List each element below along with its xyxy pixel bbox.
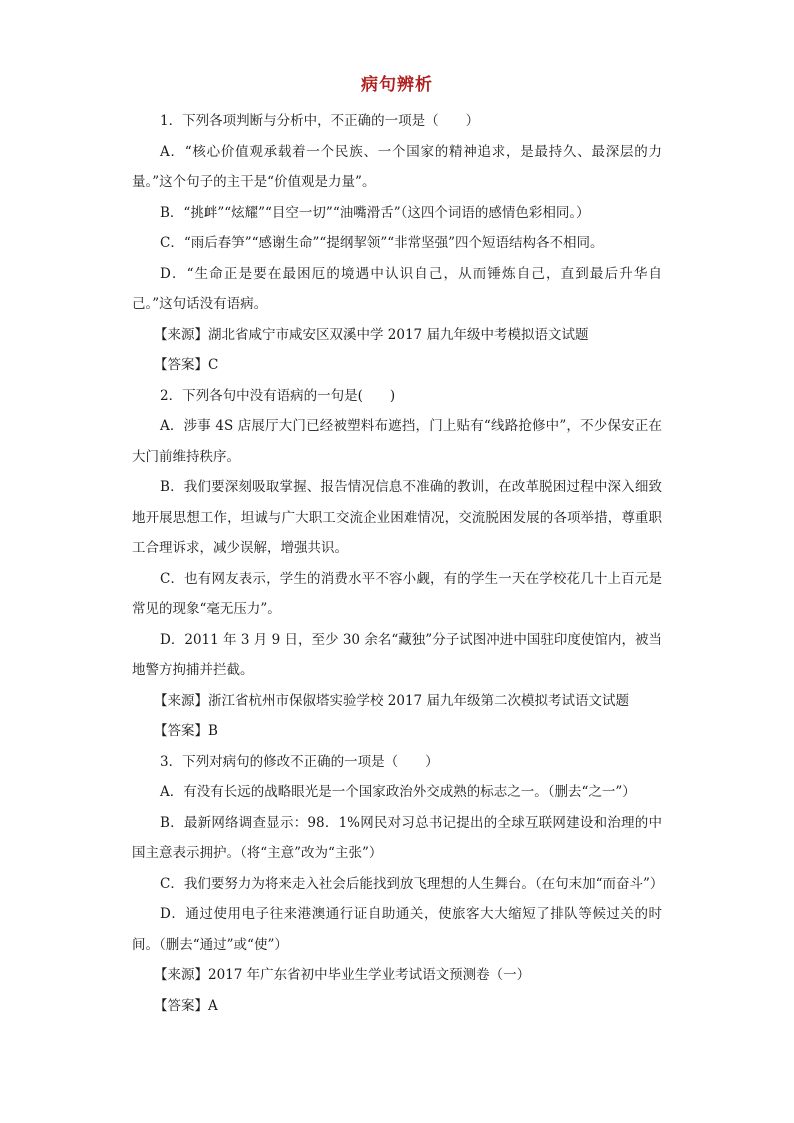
page-title: 病句辨析 [361, 75, 433, 95]
question-2-answer: 【答案】B [154, 723, 218, 739]
question-2-option-b: B．我们要深刻吸取掌握、报告情况信息不准确的教训，在改革脱困过程中深入细致地开展思想工作，坦诚与广大职工交流企业困难情况，交流脱困发展的各项举措，尊重职工合理诉求，减少误解，增强共识。 [132, 479, 662, 556]
question-3-option-a: A．有没有长远的战略眼光是一个国家政治外交成熟的标志之一。（删去“之一”） [160, 784, 636, 800]
question-3-option-d: D．通过使用电子往来港澳通行证自助通关，使旅客大大缩短了排队等候过关的时间。（删去“通过”或“使”） [132, 906, 662, 953]
questions-body [132, 106, 662, 1021]
question-1-option-a: A．“核心价值观承载着一个民族、一个国家的精神追求，是最持久、最深层的力量。”这个句子的主干是“价值观是力量”。 [132, 143, 662, 190]
question-3-option-b: B．最新网络调查显示：98．1%网民对习总书记提出的全球互联网建设和治理的中国主意表示拥护。（将“主意”改为“主张”） [132, 814, 662, 861]
question-3-answer: 【答案】A [154, 997, 218, 1014]
question-1-answer: 【答案】C [154, 357, 219, 373]
question-2-option-d: D．2011 年 3 月 9 日，至少 30 余名“藏独”分子试图冲进中国驻印度使馆内，被当地警方拘捕并拦截。 [132, 631, 662, 678]
question-1-option-d: D．“生命正是要在最困厄的境遇中认识自己，从而锤炼自己，直到最后升华自己。”这句话没有语病。 [132, 265, 662, 312]
question-2-source: 【来源】浙江省杭州市保俶塔实验学校 2017 届九年级第二次模拟考试语文试题 [154, 692, 629, 709]
question-3-source: 【来源】2017 年广东省初中毕业生学业考试语文预测卷（一） [154, 967, 531, 983]
question-2-option-c: C．也有网友表示，学生的消费水平不容小觑，有的学生一天在学校花几十上百元是常见的现象“毫无压力”。 [132, 570, 662, 617]
question-1-option-b: B．“挑衅”“炫耀”“目空一切”“油嘴滑舌”（这四个词语的感情色彩相同。） [160, 204, 590, 221]
question-3-stem: 3．下列对病句的修改不正确的一项是（ ） [160, 753, 439, 770]
question-3-option-c: C．我们要努力为将来走入社会后能找到放飞理想的人生舞台。（在句末加“而奋斗”） [160, 875, 664, 892]
question-2-option-a: A．涉事 4S 店展厅大门已经被塑料布遮挡，门上贴有“线路抢修中”，不少保安正在大门前维持秩序。 [132, 418, 662, 465]
question-1-stem: 1．下列各项判断与分析中，不正确的一项是（ ） [160, 113, 480, 129]
question-1-source: 【来源】湖北省咸宁市咸安区双溪中学 2017 届九年级中考模拟语文试题 [154, 326, 589, 343]
question-2-stem: 2．下列各句中没有语病的一句是( ) [160, 387, 396, 404]
question-1-option-c: C．“雨后春笋”“感谢生命”“提纲挈领”“非常坚强”四个短语结构各不相同。 [160, 235, 604, 251]
